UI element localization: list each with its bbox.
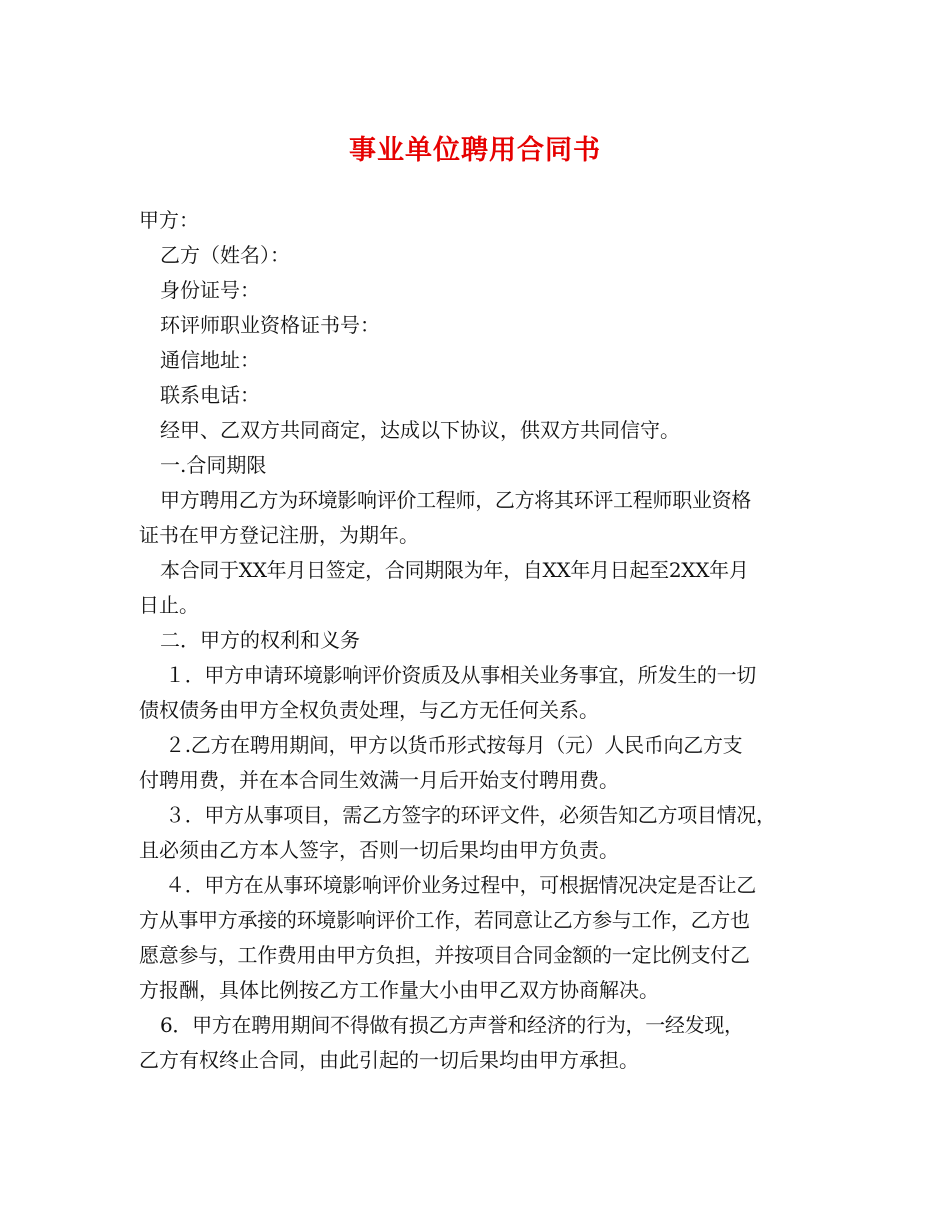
party-b-name-line: 乙方（姓名）：: [160, 243, 290, 267]
document-body: [139, 203, 829, 1078]
certificate-number-line: 环评师职业资格证书号：: [160, 313, 380, 337]
paragraph-line: 愿意参与，工作费用由甲方负担，并按项目合同金额的一定比例支付乙: [139, 943, 750, 967]
paragraph-line: 且必须由乙方本人签字，否则一切后果均由甲方负责。: [139, 838, 619, 862]
agreement-intro-line: 经甲、乙双方共同商定，达成以下协议，供双方共同信守。: [160, 418, 680, 442]
paragraph-line: 甲方聘用乙方为环境影响评价工程师，乙方将其环评工程师职业资格: [160, 488, 751, 512]
section-heading-rights: 二．甲方的权利和义务: [160, 628, 360, 652]
paragraph-line: １．甲方申请环境影响评价资质及从事相关业务事宜，所发生的一切: [165, 663, 756, 687]
paragraph-line: 付聘用费，并在本合同生效满一月后开始支付聘用费。: [139, 768, 619, 792]
section-heading-term: 一.合同期限: [160, 453, 267, 477]
paragraph-line: 6．甲方在聘用期间不得做有损乙方声誉和经济的行为，一经发现，: [160, 1013, 744, 1037]
paragraph-line: 方从事甲方承接的环境影响评价工作，若同意让乙方参与工作，乙方也: [139, 908, 750, 932]
paragraph-line: 乙方有权终止合同，由此引起的一切后果均由甲方承担。: [139, 1048, 639, 1072]
paragraph-line: ３．甲方从事项目，需乙方签字的环评文件，必须告知乙方项目情况，: [165, 803, 776, 827]
phone-line: 联系电话：: [160, 383, 260, 407]
paragraph-line: 日止。: [139, 593, 199, 617]
id-number-line: 身份证号：: [160, 278, 260, 302]
paragraph-line: 债权债务由甲方全权负责处理，与乙方无任何关系。: [139, 698, 599, 722]
paragraph-line: 本合同于XX年月日签定，合同期限为年，自XX年月日起至2XX年月: [160, 558, 749, 582]
party-a-line: 甲方：: [139, 208, 199, 232]
paragraph-line: 方报酬，具体比例按乙方工作量大小由甲乙双方协商解决。: [139, 978, 659, 1002]
paragraph-line: ４．甲方在从事环境影响评价业务过程中，可根据情况决定是否让乙: [165, 873, 756, 897]
paragraph-line: ２.乙方在聘用期间，甲方以货币形式按每月（元）人民币向乙方支: [165, 733, 743, 757]
document-title: 事业单位聘用合同书: [349, 135, 601, 166]
mailing-address-line: 通信地址：: [160, 348, 260, 372]
paragraph-line: 证书在甲方登记注册，为期年。: [139, 523, 419, 547]
